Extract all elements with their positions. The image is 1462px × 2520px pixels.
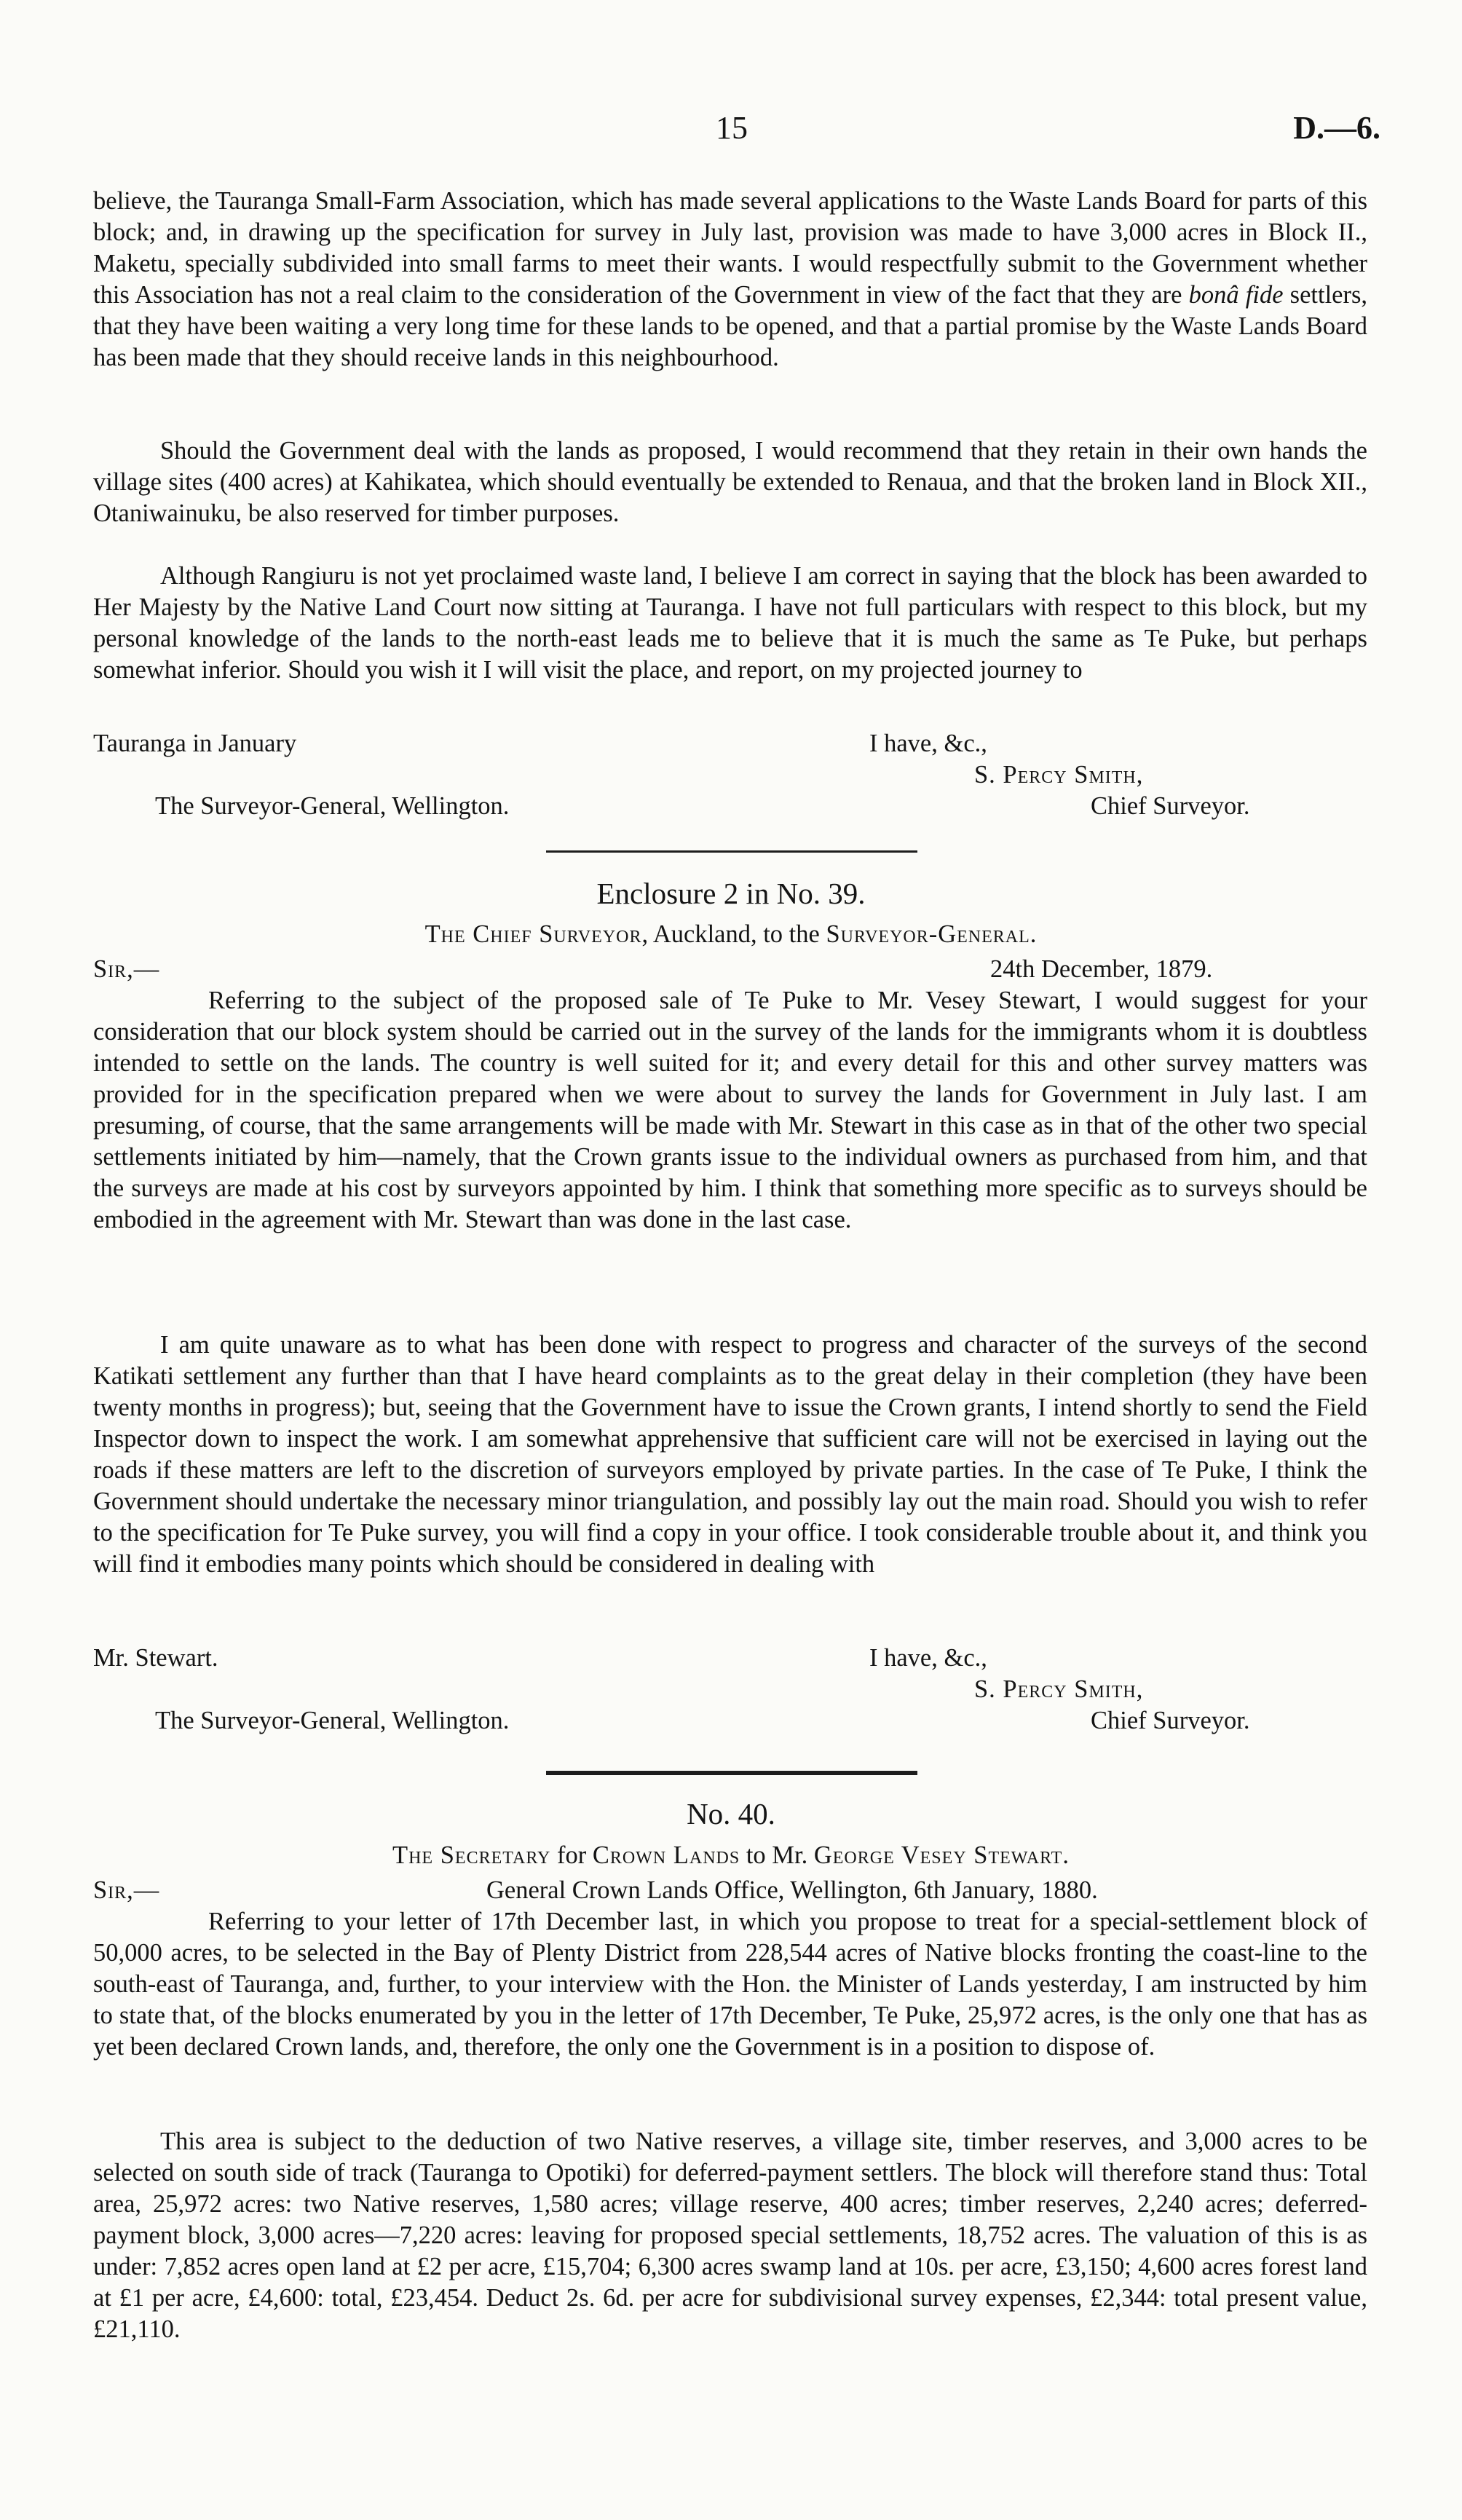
enclosure-to: Surveyor-General. — [826, 920, 1038, 948]
s3-dateline: General Crown Lands Office, Wellington, 6th January, 1880. — [486, 1876, 1098, 1904]
section1-paragraph-1 — [93, 186, 1367, 374]
s2-p1-text: Referring to the subject of the proposed sale of Te Puke to Mr. Vesey Stewart, I would suggest for your consideration that our block system should be carried out in the survey of the lands for the immigrants whom it is doubtless intended to settle on the lands. The country is well suited for it; and every detail for this and other survey matters was provided for in the specification prepared when we were about to survey the lands for Government in July last. I am presuming, of course, that the same arrangements will be made with Mr. Stewart in this case as in that of the other two special settlements initiated by him—namely, that the Crown grants issue to the individual owners as purchased from him, and that the surveys are made at his cost by surveyors appointed by him. I think that something more specific as to surveys should be embodied in the agreement with Mr. Stewart than was done in the last case. — [93, 987, 1367, 1233]
s1-p1-italic: bonâ fide — [1188, 281, 1284, 309]
s2-p2-last-line: Mr. Stewart. — [93, 1644, 218, 1672]
letter-from: The Secretary — [392, 1841, 551, 1869]
s2-date: 24th December, 1879. — [990, 955, 1213, 983]
s2-addressee: The Surveyor-General, Wellington. — [155, 1707, 510, 1734]
letter-to: George Vesey Stewart. — [813, 1841, 1070, 1869]
page-number: 15 — [716, 110, 748, 146]
s1-p3-text: Although Rangiuru is not yet proclaimed waste land, I believe I am correct in saying that the block has been awarded to Her Majesty by the Native Land Court now sitting at Tauranga. I have not full particulars with respect to this block, but my personal knowledge of the lands to the north-east leads me to believe that it is much the same as Te Puke, but perhaps somewhat inferior. Should you wish it I will visit the place, and report, on my projected journey to — [93, 562, 1367, 684]
document-reference: D.—6. — [1293, 110, 1380, 146]
s1-p3-last-line: Tauranga in January — [93, 730, 297, 757]
s2-signature: S. Percy Smith, — [974, 1675, 1144, 1703]
enclosure-title: Enclosure 2 in No. 39. — [596, 877, 866, 910]
section3-paragraph-1 — [93, 1906, 1367, 2063]
section2-paragraph-2 — [93, 1330, 1367, 1580]
letter-subtitle-mid2: to Mr. — [740, 1841, 814, 1869]
enclosure-subtitle — [0, 919, 1462, 950]
s1-p2-text: Should the Government deal with the lands as proposed, I would recommend that they retain in their own hands the village sites (400 acres) at Kahikatea, which should eventually be extended to Renaua, and that the broken land in Block XII., Otaniwainuku, be also reserved for timber purposes. — [93, 437, 1367, 527]
s2-salutation: Sir,— — [93, 955, 160, 983]
s1-p1-end: settlers, that they have been waiting a very long time for these lands to be opened, and that a partial promise by the Waste Lands Board has been made that they should receive lands in this neighbourhood. — [93, 281, 1368, 371]
section3-paragraph-2 — [93, 2126, 1367, 2345]
section1-paragraph-3 — [93, 561, 1367, 686]
letter-subtitle-mid1: for — [550, 1841, 593, 1869]
s2-closing: I have, &c., — [869, 1644, 987, 1672]
s1-signature: S. Percy Smith, — [974, 761, 1144, 789]
section-divider-2 — [546, 1771, 917, 1775]
s1-closing: I have, &c., — [869, 730, 987, 757]
section1-paragraph-2 — [93, 435, 1367, 529]
s3-salutation: Sir,— — [93, 1876, 160, 1904]
enclosure-subtitle-mid: , Auckland, to the — [641, 920, 826, 948]
letter-subtitle — [0, 1840, 1462, 1871]
section-divider-1 — [546, 850, 917, 853]
s2-p2-text: I am quite unaware as to what has been done with respect to progress and character of the surveys of the second Katikati settlement any further than that I have heard complaints as to the great delay in their completion (they have been twenty months in progress); but, seeing that the Government have to issue the Crown grants, I intend shortly to send the Field Inspector down to inspect the work. I am somewhat apprehensive that sufficient care will not be exercised in laying out the roads if these matters are left to the discretion of surveyors employed by private parties. In the case of Te Puke, I think the Government should undertake the necessary minor triangulation, and possibly lay out the main road. Should you wish to refer to the specification for Te Puke survey, you will find a copy in your office. I took considerable trouble about it, and think you will find it embodies many points which should be considered in dealing with — [93, 1331, 1367, 1578]
s1-addressee: The Surveyor-General, Wellington. — [155, 792, 510, 820]
s3-p1-text: Referring to your letter of 17th December last, in which you propose to treat for a special-settlement block of 50,000 acres, to be selected in the Bay of Plenty District from 228,544 acres of Native blocks fronting the coast-line to the south-east of Tauranga, and, further, to your interview with the Hon. the Minister of Lands yesterday, I am instructed by him to state that, of the blocks enumerated by you in the letter of 17th December, Te Puke, 25,972 acres, is the only one that has as yet been declared Crown lands, and, therefore, the only one the Government is in a position to dispose of. — [93, 1908, 1367, 2061]
section2-paragraph-1 — [93, 985, 1367, 1236]
s1-p1-text: believe, the Tauranga Small-Farm Association, which has made several applications to the Waste Lands Board for parts of this block; and, in drawing up the specification for survey in July last, provision was made to have 3,000 acres in Block II., Maketu, specially subdivided into small farms to meet their wants. I would respectfully submit to the Government whether this Association has not a real claim to the consideration of the Government in view of the fact that they are — [93, 187, 1367, 309]
s3-p2-text: This area is subject to the deduction of two Native reserves, a village site, timber reserves, and 3,000 acres to be selected on south side of track (Tauranga to Opotiki) for deferred-payment settlers. The block will therefore stand thus: Total area, 25,972 acres: two Native reserves, 1,580 acres; village reserve, 400 acres; timber reserves, 2,240 acres; deferred-payment block, 3,000 acres—7,220 acres: leaving for proposed special settlements, 18,752 acres. The valuation of this is as under: 7,852 acres open land at £2 per acre, £15,704; 6,300 acres swamp land at 10s. per acre, £3,150; 4,600 acres forest land at £1 per acre, £4,600: total, £23,454. Deduct 2s. 6d. per acre for subdivisional survey expenses, £2,344: total present value, £21,110. — [93, 2128, 1367, 2343]
s2-signature-title: Chief Surveyor. — [1091, 1707, 1250, 1734]
letter-org: Crown Lands — [592, 1841, 740, 1869]
s1-signature-title: Chief Surveyor. — [1091, 792, 1250, 820]
enclosure-from: The Chief Surveyor — [424, 920, 642, 948]
letter-number-title: No. 40. — [687, 1797, 775, 1830]
